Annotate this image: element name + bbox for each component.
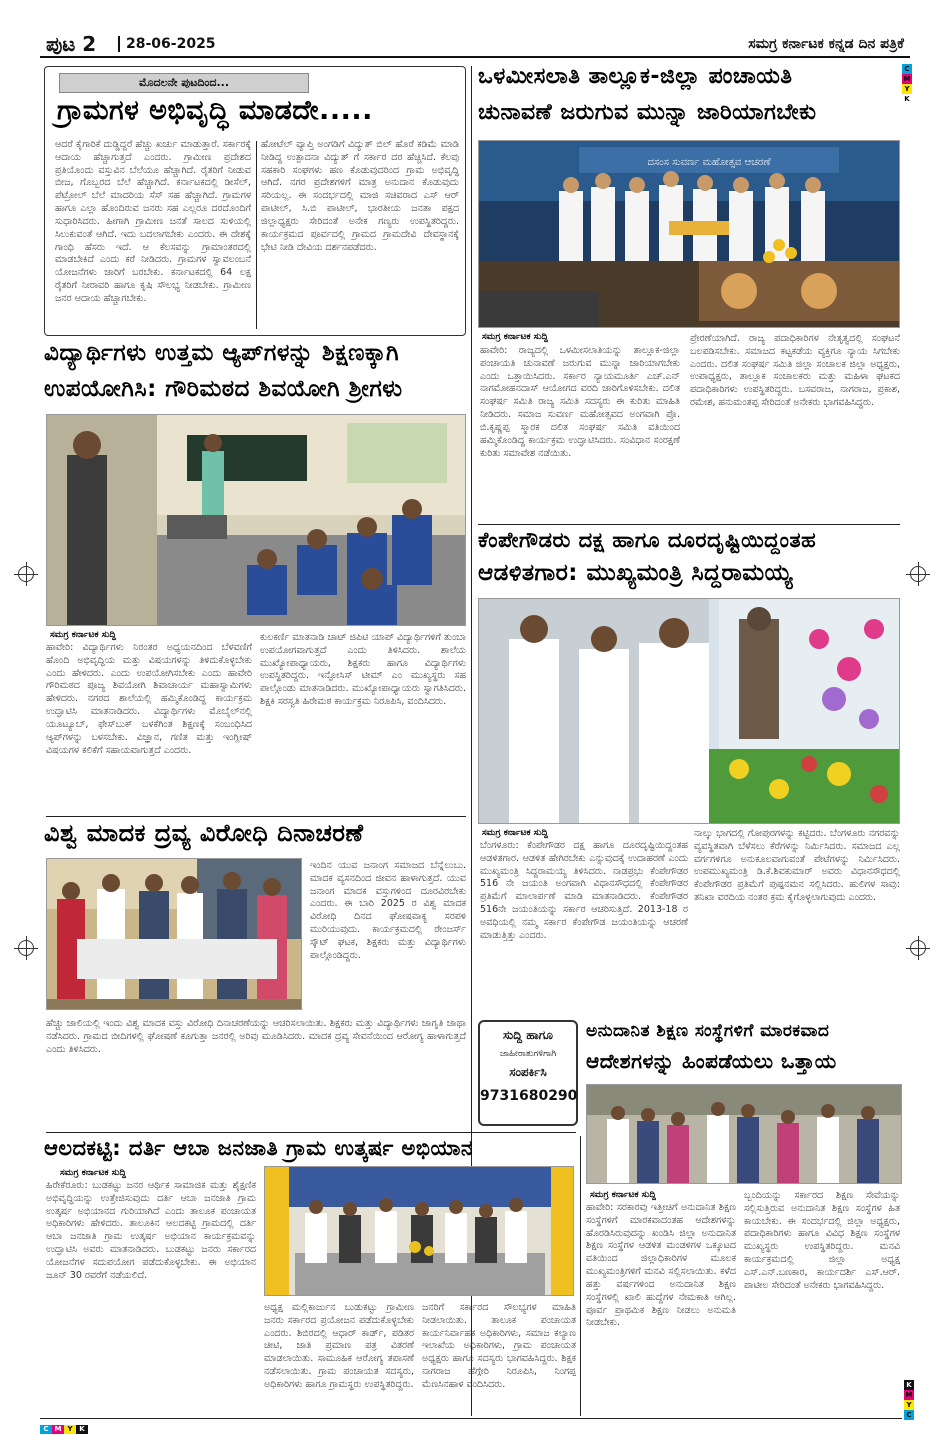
section-divider xyxy=(478,524,900,525)
aided-headline-line-2: ಆದೇಶಗಳನ್ನು ಹಿಂಪಡೆಯಲು ಒತ್ತಾಯ xyxy=(586,1049,837,1073)
cmyk-c: C xyxy=(904,1410,914,1420)
masthead xyxy=(40,32,910,58)
ad-line-3: ಸಂಪರ್ಕಿಸಿ xyxy=(509,1065,547,1079)
aladakatti-column-3: ಜನರಿಗೆ ಸರ್ಕಾರದ ಸೌಲಭ್ಯಗಳ ಮಾಹಿತಿ ನೀಡಲಾಯಿತು. ತಾಲೂಕ ಪಂಚಾಯತ ಕಾರ್ಯನಿರ್ವಾಹಕ ಅಧಿಕಾರಿಗಳು, ಸಮಾಜ ಕಲ್ಯಾಣ ಇಲಾಖೆಯ ಅಧಿಕಾರಿಗಳು, ಗ್ರಾಮ ಪಂಚಾಯತ ಅಧ್ಯಕ್ಷರು ಹಾಗೂ ಸದಸ್ಯರು ಭಾಗವಹಿಸಿದ್ದರು. ಶಿಕ್ಷಕ ನಾಗರಾಜ ಹೆಗ್ಗೇರಿ ನಿರೂಪಿಸಿ, ನಿಂಗಪ್ಪ ಮೆಣಸಿನಹಾಳ ವಂದಿಸಿದರು. xyxy=(422,1302,576,1390)
contact-advertisement xyxy=(478,1020,578,1126)
registration-mark-icon xyxy=(18,566,34,582)
classroom-photo-image xyxy=(47,415,466,626)
kempegowda-column-1: ಬೆಂಗಳೂರು: ಕೆಂಪೇಗೌಡರ ದಕ್ಷ ಹಾಗೂ ದೂರದೃಷ್ಟಿಯಿದ್ದಂತಹ ಆಡಳಿತಗಾರ. ಆಡಳಿತ ಹೇಗಿರಬೇಕು ಎನ್ನುವುದಕ್ಕೆ ಉದಾಹರಣೆ ಎಂದು ಮುಖ್ಯಮಂತ್ರಿ ಸಿದ್ದರಾಮಯ್ಯ ತಿಳಿಸಿದರು. ನಾಡಪ್ರಭು ಕೆಂಪೇಗೌಡರ 516 ನೇ ಜಯಂತಿ ಅಂಗವಾಗಿ ವಿಧಾನಸೌಧದಲ್ಲಿ ಕೆಂಪೇಗೌಡರ ಪ್ರತಿಮೆಗೆ ಮಾಲಾರ್ಪಣೆ ಮಾಡಿ ಮಾತನಾಡಿದರು. ಕೆಂಪೇಗೌಡರ 516ನೇ ಜಯಂತಿಯನ್ನು ಸರ್ಕಾರ ಆಚರಿಸುತ್ತಿದೆ. 2013-18 ರ ಅವಧಿಯಲ್ಲಿ ನಮ್ಮ ಸರ್ಕಾರ ಕೆಂಪೇಗೌಡ ಜಯಂತಿಯನ್ನು ಆಚರಣೆ ಮಾಡುತ್ತಿತ್ತು ಎಂದರು. xyxy=(480,840,688,941)
kempegowda-headline-line-2: ಆಡಳಿತಗಾರ: ಮುಖ್ಯಮಂತ್ರಿ ಸಿದ್ದರಾಮಯ್ಯ xyxy=(478,560,793,586)
section-divider xyxy=(46,1132,576,1133)
aladakatti-column-2: ಅಧ್ಯಕ್ಷ ಮಲ್ಲಿಕಾರ್ಜುನ ಬುಡುಕಟ್ಟು ಗ್ರಾಮೀಣ ಜನರು ಸರ್ಕಾರದ ಪ್ರಯೋಜನ ಪಡೆದುಕೊಳ್ಳಬೇಕು ಎಂದರು. ಶಿಬಿರದಲ್ಲಿ ಆಧಾರ್ ಕಾರ್ಡ್, ಪಡಿತರ ಚೀಟಿ, ಜಾತಿ ಪ್ರಮಾಣ ಪತ್ರ ವಿತರಣೆ ಮಾಡಲಾಯಿತು. ಸಾಮೂಹಿಕ ಆರೋಗ್ಯ ತಪಾಸಣೆ ನಡೆಸಲಾಯಿತು. ಗ್ರಾಮ ಪಂಚಾಯತ ಸದಸ್ಯರು, ಅಧಿಕಾರಿಗಳು ಹಾಗೂ ಗ್ರಾಮಸ್ಥರು ಉಪಸ್ಥಿತರಿದ್ದರು. xyxy=(264,1302,414,1390)
drug-day-column-bottom: ಹೆಚ್ಚು ಜಾಲಿಯಲ್ಲಿ ಇಂದು ವಿಶ್ವ ಮಾದಕ ವಸ್ತು ವಿರೋಧಿ ದಿನಾಚರಣೆಯನ್ನು ಆಚರಿಸಲಾಯಿತು. ಶಿಕ್ಷಕರು ಮತ್ತು ವಿದ್ಯಾರ್ಥಿಗಳು ಜಾಗೃತಿ ಜಾಥಾ ನಡೆಸಿದರು. ಗ್ರಾಮದ ಬೀದಿಗಳಲ್ಲಿ ಘೋಷಣೆ ಕೂಗುತ್ತಾ ಜನರಲ್ಲಿ ಅರಿವು ಮೂಡಿಸಿದರು. ಮಾದಕ ದ್ರವ್ಯ ಸೇವನೆಯಿಂದ ಆರೋಗ್ಯ ಹಾಳಾಗುತ್ತದೆ ಎಂದು ತಿಳಿಸಿದರು. xyxy=(46,1018,466,1055)
drug-day-photo xyxy=(46,858,302,1010)
cmyk-k: K xyxy=(76,1425,88,1434)
kempegowda-byline: ಸಮಗ್ರ ಕರ್ನಾಟಕ ಸುದ್ದಿ xyxy=(482,828,548,838)
kempegowda-headline-line-1: ಕೆಂಪೇಗೌಡರು ದಕ್ಷ ಹಾಗೂ ದೂರದೃಷ್ಟಿಯಿದ್ದಂತಹ xyxy=(478,528,817,552)
column-divider xyxy=(256,141,257,329)
kempegowda-tribute-photo xyxy=(478,598,900,824)
registration-mark-icon xyxy=(910,566,926,582)
memorandum-group-photo-image xyxy=(587,1085,902,1184)
paper-tagline: ಸಮಗ್ರ ಕರ್ನಾಟಕ ಕನ್ನಡ ದಿನ ಪತ್ರಿಕೆ xyxy=(748,36,904,52)
cmyk-c: C xyxy=(902,64,912,74)
page-number: ಪುಟ 2 xyxy=(46,32,97,56)
cmyk-y: Y xyxy=(904,1400,914,1410)
students-byline: ಸಮಗ್ರ ಕರ್ನಾಟಕ ಸುದ್ದಿ xyxy=(50,630,116,640)
continued-kicker: ಮೊದಲನೇ ಪುಟದಿಂದ... xyxy=(59,73,309,93)
registration-mark-icon xyxy=(18,940,34,956)
aided-column-2: ಬ್ಬಂದಿಯನ್ನು ಸರ್ಕಾರದ ಶಿಕ್ಷಣ ಸೇವೆಯನ್ನು ಸಲ್ಲಿಸುತ್ತಿರುವ ಅನುದಾನಿತ ಶಿಕ್ಷಣ ಸಂಸ್ಥೆಗಳ ಹಿತ ಕಾಯಬೇಕು. ಈ ಸಂದರ್ಭದಲ್ಲಿ ಜಿಲ್ಲಾ ಅಧ್ಯಕ್ಷರು, ಪದಾಧಿಕಾರಿಗಳು ಹಾಗೂ ವಿವಿಧ ಶಿಕ್ಷಣ ಸಂಸ್ಥೆಗಳ ಮುಖ್ಯಸ್ಥರು ಉಪಸ್ಥಿತರಿದ್ದರು. ಮನವಿ ಕಾರ್ಯಕ್ರಮದಲ್ಲಿ ಜಿಲ್ಲಾ ಅಧ್ಯಕ್ಷ ಎಸ್.ಎನ್.ಬಣಕಾರ, ಕಾರ್ಯದರ್ಶಿ ಎಸ್.ಆರ್. ಪಾಟೀಲ ಸೇರಿದಂತೆ ಅನೇಕರು ಭಾಗವಹಿಸಿದ್ದರು. xyxy=(744,1190,900,1291)
panchayat-headline-line-2: ಚುನಾವಣೆ ಜರುಗುವ ಮುನ್ನಾ ಜಾರಿಯಾಗಬೇಕು xyxy=(478,100,817,125)
panchayat-headline-line-1: ಒಳಮೀಸಲಾತಿ ತಾಲ್ಲೂಕ-ಜಿಲ್ಲಾ ಪಂಚಾಯತಿ xyxy=(478,64,793,89)
stage-event-photo-image xyxy=(479,141,900,328)
kempegowda-column-2: ನಾಲ್ಕು ಭಾಗದಲ್ಲಿ ಗೋಪುರಗಳನ್ನು ಕಟ್ಟಿದರು. ಬೆಂಗಳೂರು ನಗರವನ್ನು ವ್ಯವಸ್ಥಿತವಾಗಿ ಬೆಳೆಸಲು ಕೆರೆಗಳನ್ನು ನಿರ್ಮಿಸಿದರು. ಸಮಾಜದ ಎಲ್ಲ ವರ್ಗಗಳಿಗೂ ಅನುಕೂಲವಾಗುವಂತೆ ಪೇಟೆಗಳನ್ನು ನಿರ್ಮಿಸಿದರು. ಉಪಮುಖ್ಯಮಂತ್ರಿ ಡಿ.ಕೆ.ಶಿವಕುಮಾರ್ ಅವರು ವಿಧಾನಸೌಧದಲ್ಲಿ ಕೆಂಪೇಗೌಡರ ಪ್ರತಿಮೆಗೆ ಪುಷ್ಪನಮನ ಸಲ್ಲಿಸಿದರು. ಹುಲಿಗಳ ಸಾವು: ತನಿಖಾ ವರದಿಯ ನಂತರ ಕ್ರಮ ಕೈಗೊಳ್ಳಲಾಗುವುದು ಎಂದರು. xyxy=(694,828,900,904)
ad-phone-number[interactable]: 9731680290 xyxy=(480,1088,578,1104)
issue-date: 28-06-2025 xyxy=(118,36,216,52)
cmyk-m: M xyxy=(52,1425,64,1434)
cmyk-k: K xyxy=(902,94,912,104)
students-column-2: ಕುಲಕರ್ಣಿ ಮಾತನಾಡಿ ಚಾಟ್ ಜಿಪಿಟಿ ಯಾಪ್ ವಿದ್ಯಾರ್ಥಿಗಳಿಗೆ ತುಂಬಾ ಉಪಯೋಗವಾಗುತ್ತದೆ ಎಂದು ತಿಳಿಸಿದರು. ಶಾಲೆಯ ಮುಖ್ಯೋಪಾಧ್ಯಾಯರು, ಶಿಕ್ಷಕರು ಹಾಗೂ ವಿದ್ಯಾರ್ಥಿಗಳು ಉಪಸ್ಥಿತರಿದ್ದರು. ಇನ್ಫೋಸಿಸ್ ಟೀಮ್ ಎಂ ಮುಖ್ಯಸ್ಥರು ಸಹ ಪಾಲ್ಗೊಂಡು ಮಾತನಾಡಿದರು. ಮುಖ್ಯೋಪಾಧ್ಯಾಯರು ಸ್ವಾಗತಿಸಿದರು. ಶಿಕ್ಷಕಿ ಸರಸ್ವತಿ ಹಿರೇಮಠ ಕಾರ್ಯಕ್ರಮ ನಿರೂಪಿಸಿ, ವಂದಿಸಿದರು. xyxy=(260,632,466,708)
banner-holding-photo-image xyxy=(47,859,302,1010)
students-classroom-photo xyxy=(46,414,466,626)
editorial-column-2: ಹೋಟೆಲ್ ವ್ಯಾಪ್ತಿ ಅಂಗಡಿಗೆ ವಿದ್ಯುತ್ ಬಿಲ್ ಹೊರೆ ಕಡಿಮೆ ಮಾಡಿ ನೀಡಿದ್ದ ಉತ್ಪಾದನಾ ವಿದ್ಯುತ್ ಗೆ ಸರ್ಕಾರ ದರ ಹೆಚ್ಚಿಸಿದೆ. ಕೆಲವು ಸಹಕಾರಿ ಸಂಘಗಳು ಹಣ ಕೊಡುವುದರಿಂದ ಗ್ರಾಮ ಅಭಿವೃದ್ಧಿ ಆಗಿದೆ. ನಗರ ಪ್ರದೇಶಗಳಿಗೆ ಮಾತ್ರ ಅನುದಾನ ಕೊಡುವುದು ಸರಿಯಲ್ಲ. ಈ ಸಂದರ್ಭದಲ್ಲಿ ಮಾಜಿ ಸಚಿವರಾದ ಎಸ್ ಆರ್ ಪಾಟೀಲ್, ಸಿ.ಬಿ ಪಾಟೀಲ್, ಭಾರತೀಯ ಜನತಾ ಪಕ್ಷದ ಜಿಲ್ಲಾಧ್ಯಕ್ಷರು ಸೇರಿದಂತೆ ಅನೇಕ ಗಣ್ಯರು ಉಪಸ್ಥಿತರಿದ್ದರು. ಕಾರ್ಯಕ್ರಮದ ಪೂರ್ವದಲ್ಲಿ ಗ್ರಾಮದ ಗ್ರಾಮದೇವಿ ದೇವಸ್ಥಾನಕ್ಕೆ ಭೇಟಿ ನೀಡಿ ದೇವಿಯ ದರ್ಶನಪಡೆದರು. xyxy=(261,139,459,253)
panchayat-column-2: ಪ್ರೇರಣೆಯಾಗಿದೆ. ರಾಜ್ಯ ಪದಾಧಿಕಾರಿಗಳ ನೇತೃತ್ವದಲ್ಲಿ ಸಂಘಟನೆ ಬಲಪಡಿಸಬೇಕು. ಸಮಾಜದ ಕಟ್ಟಕಡೆಯ ವ್ಯಕ್ತಿಗೂ ನ್ಯಾಯ ಸಿಗಬೇಕು ಎಂದರು. ದಲಿತ ಸಂಘರ್ಷ ಸಮಿತಿ ಜಿಲ್ಲಾ ಸಂಚಾಲಕ ಜಿಲ್ಲಾ ಅಧ್ಯಕ್ಷರು, ಉಪಾಧ್ಯಕ್ಷರು, ತಾಲ್ಲೂಕ ಸಂಚಾಲಕರು ಮತ್ತು ಮಹಿಳಾ ಘಟಕದ ಪದಾಧಿಕಾರಿಗಳು ಉಪಸ್ಥಿತರಿದ್ದರು. ಬಸವರಾಜ, ನಾಗರಾಜ, ಪ್ರಕಾಶ, ರಮೇಶ, ಹನುಮಂತಪ್ಪ ಸೇರಿದಂತೆ ಅನೇಕರು ಭಾಗವಹಿಸಿದ್ದರು. xyxy=(690,333,900,409)
panchayat-byline: ಸಮಗ್ರ ಕರ್ನಾಟಕ ಸುದ್ದಿ xyxy=(482,332,548,342)
cmyk-k: K xyxy=(904,1380,914,1390)
aladakatti-column-1: ಹಿರೇಕೆರೂರು: ಬುಡಕಟ್ಟು ಜನರ ಆರ್ಥಿಕ ಸಾಮಾಜಿಕ ಮತ್ತು ಶೈಕ್ಷಣಿಕ ಅಭಿವೃದ್ಧಿಯನ್ನು ಉತ್ತೇಜಿಸುವುದು ದರ್ತಿ ಆಬಾ ಜನಜಾತಿ ಗ್ರಾಮ ಉತ್ಕರ್ಷ ಅಭಿಯಾನದ ಗುರಿಯಾಗಿದೆ ಎಂದು ತಾಲೂಕ ಪಂಚಾಯತ ಅಧಿಕಾರಿಗಳು ಹೇಳಿದರು. ತಾಲೂಕಿನ ಆಲದಕಟ್ಟಿ ಗ್ರಾಮದಲ್ಲಿ ದರ್ತಿ ಆಬಾ ಜನಜಾತಿ ಗ್ರಾಮ ಉತ್ಕರ್ಷ ಅಭಿಯಾನ ಕಾರ್ಯಕ್ರಮವನ್ನು ಉದ್ಘಾಟಿಸಿ ಅವರು ಮಾತನಾಡಿದರು. ಬುಡಕಟ್ಟು ಜನರು ಸರ್ಕಾರದ ಯೋಜನೆಗಳ ಸದುಪಯೋಗ ಪಡೆದುಕೊಳ್ಳಬೇಕು. ಈ ಅಭಿಯಾನ ಜೂನ್ 30 ರವರೆಗೆ ನಡೆಯಲಿದೆ. xyxy=(46,1180,256,1281)
panchayat-event-photo xyxy=(478,140,900,328)
cmyk-y: Y xyxy=(902,84,912,94)
cmyk-color-bar-top xyxy=(902,64,912,104)
aladakatti-byline: ಸಮಗ್ರ ಕರ್ನಾಟಕ ಸುದ್ದಿ xyxy=(60,1168,126,1178)
cmyk-color-bar-right xyxy=(904,1380,914,1420)
editorial-box xyxy=(44,66,466,336)
panchayat-column-1: ಹಾವೇರಿ: ರಾಜ್ಯದಲ್ಲಿ ಒಳಮೀಸಲಾತಿಯನ್ನು ತಾಲ್ಲೂಕ-ಜಿಲ್ಲಾ ಪಂಚಾಯತಿ ಚುನಾವಣೆ ಜರುಗುವ ಮುನ್ನಾ ಜಾರಿಯಾಗಬೇಕು ಎಂದು ಒತ್ತಾಯಿಸಿದರು. ಸರ್ಕಾರ ನ್ಯಾಯಮೂರ್ತಿ ಎಚ್.ಎನ್ ನಾಗಮೋಹನದಾಸ್ ಆಯೋಗದ ವರದಿ ಜಾರಿಗೊಳಿಸಬೇಕು. ದಲಿತ ಸಂಘರ್ಷ ಸಮಿತಿ ರಾಜ್ಯ ಸಮಿತಿ ಸದಸ್ಯರು ಈ ಕುರಿತು ಮಾಹಿತಿ ನೀಡಿದರು. ಸಮಾಜ ಸುವರ್ಣ ಮಹೋತ್ಸವದ ಅಂಗವಾಗಿ ಪ್ರೊ. ಬಿ.ಕೃಷ್ಣಪ್ಪ ಸ್ಮಾರಕ ದಲಿತ ಸಂಘರ್ಷ ಸಮಿತಿ ವತಿಯಿಂದ ಹಮ್ಮಿಕೊಂಡಿದ್ದ ಕಾರ್ಯಕ್ರಮ ಉದ್ಘಾಟಿಸಿದರು. ಸಂವಿಧಾನ ಸಂರಕ್ಷಣೆ ಕುರಿತು ಸಮಾವೇಶ ನಡೆಯಿತು. xyxy=(480,345,680,459)
cmyk-c: C xyxy=(40,1425,52,1434)
students-headline-line-1: ವಿದ್ಯಾರ್ಥಿಗಳು ಉತ್ತಮ ಆ್ಯಪ್‌ಗಳನ್ನು ಶಿಕ್ಷಣಕ್ಕಾಗಿ xyxy=(44,340,400,366)
cmyk-m: M xyxy=(905,1391,913,1399)
cmyk-color-bar-bottom xyxy=(40,1425,88,1434)
ad-line-2: ಜಾಹೀರಾತುಗಳಿಗಾಗಿ xyxy=(499,1049,557,1059)
registration-mark-icon xyxy=(910,940,926,956)
cm-tribute-photo-image xyxy=(479,599,900,824)
drug-day-headline: ವಿಶ್ವ ಮಾದಕ ದ್ರವ್ಯ ವಿರೋಧಿ ದಿನಾಚರಣೆ xyxy=(44,819,364,847)
column-divider xyxy=(580,1136,581,1416)
aided-column-1: ಹಾವೇರಿ: ಸರಕಾರವು ಇತ್ತೀಚಿಗೆ ಅನುದಾನಿತ ಶಿಕ್ಷಣ ಸಂಸ್ಥೆಗಳಿಗೆ ಮಾರಕವಾದಂತಹ ಆದೇಶಗಳನ್ನು ಹೊರಡಿಸಿರುವುದನ್ನು ಖಂಡಿಸಿ ಜಿಲ್ಲಾ ಅನುದಾನಿತ ಶಿಕ್ಷಣ ಸಂಸ್ಥೆಗಳ ಆಡಳಿತ ಮಂಡಳಿಗಳ ಒಕ್ಕೂಟದ ವತಿಯಿಂದ ಜಿಲ್ಲಾಧಿಕಾರಿಗಳ ಮೂಲಕ ಮುಖ್ಯಮಂತ್ರಿಗಳಿಗೆ ಮನವಿ ಸಲ್ಲಿಸಲಾಯಿತು. ಕಳೆದ ಹತ್ತು ವರ್ಷಗಳಿಂದ ಅನುದಾನಿತ ಶಿಕ್ಷಣ ಸಂಸ್ಥೆಗಳಲ್ಲಿ ಖಾಲಿ ಹುದ್ದೆಗಳ ನೇಮಕಾತಿ ಆಗಿಲ್ಲ. ಪೂರ್ವ ಪ್ರಾಥಮಿಕ ಶಿಕ್ಷಣ ನೀಡಲು ಅನುಮತಿ ನೀಡಬೇಕು. xyxy=(586,1202,736,1329)
ad-line-1: ಸುದ್ದಿ ಹಾಗೂ xyxy=(503,1028,553,1042)
aided-byline: ಸಮಗ್ರ ಕರ್ನಾಟಕ ಸುದ್ದಿ xyxy=(590,1190,656,1200)
aladakatti-headline: ಆಲದಕಟ್ಟಿ: ದರ್ತಿ ಆಬಾ ಜನಜಾತಿ ಗ್ರಾಮ ಉತ್ಕರ್ಷ ಅಭಿಯಾನ xyxy=(44,1136,474,1160)
page-bottom-rule xyxy=(40,1418,902,1419)
banner-text: ದಸಂಸ ಸುವರ್ಣ ಮಹೋತ್ಸವ ಆಚರಣೆ xyxy=(647,157,771,168)
drug-day-column-right: ಇಂದಿನ ಯುವ ಜನಾಂಗ ಸಮಾಜದ ಬೆನ್ನೆಲುಬು. ಮಾದಕ ವ್ಯಸನದಿಂದ ಜೀವನ ಹಾಳಾಗುತ್ತದೆ. ಯುವ ಜನಾಂಗ ಮಾದಕ ವಸ್ತುಗಳಿಂದ ದೂರವಿರಬೇಕು ಎಂದರು. ಈ ಬಾರಿ 2025 ರ ವಿಶ್ವ ಮಾದಕ ವಿರೋಧಿ ದಿನದ ಘೋಷವಾಕ್ಯ ಸರಪಳಿ ಮುರಿಯುವುದು. ಕಾರ್ಯಕ್ರಮದಲ್ಲಿ ರೇಂಜರ್ಸ್ ಸ್ಕೌಟ್ ಘಟಕ, ಶಿಕ್ಷಕರು ಮತ್ತು ವಿದ್ಯಾರ್ಥಿಗಳು ಪಾಲ್ಗೊಂಡಿದ್ದರು. xyxy=(310,860,466,961)
editorial-column-1: ಆದರೆ ಕೈಗಾರಿಕೆ ದುಡ್ಡಿದ್ದರೆ ಹೆಚ್ಚು ಖರ್ಚು ಮಾಡುತ್ತಾರೆ. ಸರ್ಕಾರಕ್ಕೆ ಆದಾಯ ಹೆಚ್ಚಾಗುತ್ತದೆ ಎಂದರು. ಗ್ರಾಮೀಣ ಪ್ರದೇಶದ ಪ್ರತಿಯೊಂದು ವಸ್ತುವಿನ ಬೆಲೆಯೂ ಹೆಚ್ಚಾಗಿದೆ. ರೈತರಿಗೆ ನೀಡುವ ಬೀಜ, ಗೊಬ್ಬರದ ಬೆಲೆ ಹೆಚ್ಚಾಗಿದೆ. ಕರ್ನಾಟಕದಲ್ಲಿ ಡೀಸೆಲ್, ಪೆಟ್ರೋಲ್ ಬೆಲೆ ಮಾದರಿಯ ಸೆಸ್ ಸಹ ಹೆಚ್ಚಾಗಿದೆ. ಗ್ರಾಮಗಳ ಹಾಗೂ ಎಲ್ಲಾ ಹೊಂದಿರುವ ಜನರು ಸಹ ಎಲ್ಲರೂ ದರದೊಂದಿಗೆ ಸುಧಾರಿಸಿದರು. ಹೀಗಾಗಿ ಗ್ರಾಮೀಣ ಜನತೆ ಸಾಲದ ಸುಳಿಯಲ್ಲಿ ಸಿಲುಕುವಂತೆ ಆಗಿದೆ. ಇದು ಬದಲಾಗಬೇಕು ಎಂದರು. ಈ ದೇಶಕ್ಕೆ ಗಾಂಧಿ ಹೆಸರು ಇದೆ. ಆ ಕೆಲಸವನ್ನು ಗ್ರಾಮಾಂತರದಲ್ಲಿ ಮಾಡಬೇಕಿದೆ ಎಂದು ಕರೆ ನೀಡಿದರು. ಗ್ರಾಮಗಳ ಸ್ವಾವಲಂಬನೆ ಯೋಜನೆಗಳು ಜಾರಿಗೆ ಬರಬೇಕು. ಕರ್ನಾಟಕದಲ್ಲಿ 64 ಲಕ್ಷ ರೈತರಿಗೆ ನೀರಾವರಿ ಹಾಗೂ ಕೃಷಿ ಸೌಲಭ್ಯ ನೀಡಬೇಕು. ಗ್ರಾಮೀಣ ಜನರ ಆದಾಯ ಹೆಚ್ಚಾಗಬೇಕು. xyxy=(55,139,251,304)
students-column-1: ಹಾವೇರಿ: ವಿದ್ಯಾರ್ಥಿಗಳು ನಿರಂತರ ಅಧ್ಯಯನದಿಂದ ಬೆಳವಣಿಗೆ ಹೊಂದಿ ಅಭಿವೃದ್ಧಿಯ ಮತ್ತು ವಿಷಯಗಳನ್ನು ತಿಳಿದುಕೊಳ್ಳಬೇಕು ಎಂದು ಹೇಳಿದರು. ಎಂದು ಉಪಯೋಗಿಸಬೇಕು ಎಂದು ಹಾವೇರಿ ಗೌರಿಮಠದ ಪೂಜ್ಯ ಶಿವಯೋಗಿ ಶಿವಾಚಾರ್ಯ ಮಹಾಸ್ವಾಮಿಗಳು ಹೇಳಿದರು. ನಗರದ ಶಾಲೆಯಲ್ಲಿ ಹಮ್ಮಿಕೊಂಡಿದ್ದ ಕಾರ್ಯಕ್ರಮ ಉದ್ಘಾಟಿಸಿ ಮಾತನಾಡಿದರು. ವಿದ್ಯಾರ್ಥಿಗಳು ಮೊಬೈಲ್‌ನಲ್ಲಿ ಯೂಟ್ಯೂಬ್, ಫೇಸ್‌ಬುಕ್ ಬಳಕೆಗಿಂತ ಶಿಕ್ಷಣಕ್ಕೆ ಸಂಬಂಧಿಸಿದ ಆ್ಯಪ್‌ಗಳನ್ನು ಬಳಸಬೇಕು. ವಿಜ್ಞಾನ, ಗಣಿತ ಮತ್ತು ಇಂಗ್ಲೀಷ್ ವಿಷಯಗಳ ಕಲಿಕೆಗೆ ಸಹಾಯವಾಗುತ್ತದೆ ಎಂದರು. xyxy=(46,642,252,756)
aided-headline-line-1: ಅನುದಾನಿತ ಶಿಕ್ಷಣ ಸಂಸ್ಥೆಗಳಿಗೆ ಮಾರಕವಾದ xyxy=(586,1021,830,1041)
aladakatti-event-photo xyxy=(264,1166,574,1296)
students-headline-line-2: ಉಪಯೋಗಿಸಿ: ಗೌರಿಮಠದ ಶಿವಯೋಗಿ ಶ್ರೀಗಳು xyxy=(44,376,403,402)
editorial-headline: ಗ್ರಾಮಗಳ ಅಭಿವೃದ್ಧಿ ಮಾಡದೇ..... xyxy=(57,95,373,126)
cmyk-y: Y xyxy=(64,1425,76,1434)
tribal-program-photo-image xyxy=(265,1167,574,1296)
cmyk-m: M xyxy=(903,75,911,83)
aided-memorandum-photo xyxy=(586,1084,902,1184)
section-divider xyxy=(46,816,466,817)
